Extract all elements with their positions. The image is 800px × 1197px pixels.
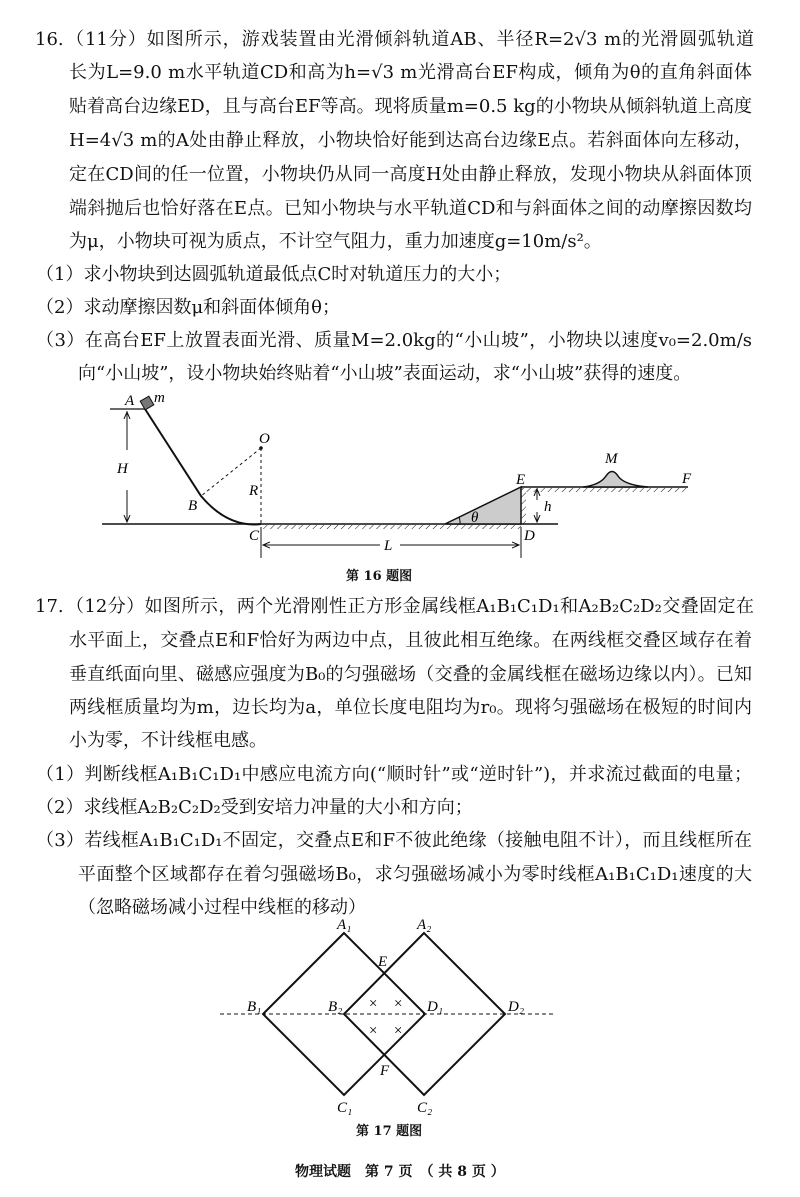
q17-line: 两线框质量均为m，边长均为a，单位长度电阻均为r₀。现将匀强磁场在极短的时间内 <box>69 697 752 718</box>
label-R: R <box>249 483 259 499</box>
label-E: E <box>378 954 388 970</box>
field-mark: × <box>392 996 404 1012</box>
figure-17-caption: 第 17 题图 <box>356 1124 423 1139</box>
label-D: D <box>524 528 535 544</box>
q16-subquestion-2: （2）求动摩擦因数μ和斜面体倾角θ； <box>36 297 340 318</box>
q17-subquestion-3-cont: 平面整个区域都存在着匀强磁场B₀，求匀强磁场减小为零时线框A₁B₁C₁D₁速度的大 <box>78 864 752 885</box>
label-theta: θ <box>471 510 479 526</box>
q17-subquestion-1: （1）判断线框A₁B₁C₁D₁中感应电流方向(“顺时针”或“逆时针”)，并求流过截面的电量； <box>36 764 752 785</box>
q17-line: 水平面上，交叠点E和F恰好为两边中点，且彼此相互绝缘。在两线框交叠区域存在着 <box>69 630 752 651</box>
q17-line: 小为零，不计线框电感。 <box>69 730 267 751</box>
label-M: M <box>605 451 618 467</box>
field-mark: × <box>367 996 379 1012</box>
q16-line: 定在CD间的任一位置，小物块仍从同一高度H处由静止释放，发现小物块从斜面体顶 <box>69 164 752 185</box>
label-B2: B₂ <box>328 999 343 1015</box>
label-h: h <box>544 499 552 515</box>
q16-line: H=4√3 m的A处由静止释放，小物块恰好能到达高台边缘E点。若斜面体向左移动， <box>69 130 752 151</box>
q17-subquestion-3-note: （忽略磁场减小过程中线框的移动） <box>78 897 366 918</box>
page-footer: 物理试题 第 7 页 （ 共 8 页 ） <box>295 1164 505 1180</box>
q16-line: 贴着高台边缘ED，且与高台EF等高。现将质量m=0.5 kg的小物块从倾斜轨道上高度 <box>69 96 752 117</box>
label-E: E <box>516 472 526 488</box>
label-B1: B₁ <box>247 999 262 1015</box>
label-C1: C₁ <box>337 1100 353 1116</box>
field-mark: × <box>392 1023 404 1039</box>
label-C: C <box>249 528 260 544</box>
label-B: B <box>188 498 198 514</box>
label-A2: A₂ <box>417 917 432 933</box>
q16-number: 16. <box>35 29 64 50</box>
field-mark: × <box>367 1023 379 1039</box>
figure-16-caption: 第 16 题图 <box>346 569 413 584</box>
label-C2: C₂ <box>417 1100 433 1116</box>
q16-line: 为μ，小物块可视为质点，不计空气阻力，重力加速度g=10m/s²。 <box>69 231 602 252</box>
q17-subquestion-2: （2）求线框A₂B₂C₂D₂受到安培力冲量的大小和方向； <box>36 797 473 818</box>
q16-subquestion-3-cont: 向“小山坡”，设小物块始终贴着“小山坡”表面运动，求“小山坡”获得的速度。 <box>78 363 692 384</box>
label-O: O <box>259 431 270 447</box>
label-F: F <box>682 471 692 487</box>
label-L: L <box>384 538 393 554</box>
q17-number: 17. <box>35 596 64 617</box>
q16-line: （11分）如图所示，游戏装置由光滑倾斜轨道AB、半径R=2√3 m的光滑圆弧轨道 <box>66 29 754 50</box>
label-D1: D₁ <box>427 999 444 1015</box>
q16-subquestion-1: （1）求小物块到达圆弧轨道最低点C时对轨道压力的大小； <box>36 264 512 285</box>
label-D2: D₂ <box>508 999 525 1015</box>
q17-subquestion-3: （3）若线框A₁B₁C₁D₁不固定，交叠点E和F不彼此绝缘（接触电阻不计），而且线框所在 <box>36 830 752 851</box>
label-F: F <box>380 1063 390 1079</box>
q17-line: 垂直纸面向里、磁感应强度为B₀的匀强磁场（交叠的金属线框在磁场边缘以内）。已知 <box>69 664 752 685</box>
label-A: A <box>125 393 135 409</box>
label-H: H <box>117 461 128 477</box>
q16-line: 长为L=9.0 m水平轨道CD和高为h=√3 m光滑高台EF构成，倾角为θ的直角斜面体 <box>69 62 752 83</box>
label-A1: A₁ <box>337 917 352 933</box>
q16-line: 端斜抛后也恰好落在E点。已知小物块与水平轨道CD和与斜面体之间的动摩擦因数均 <box>69 198 752 219</box>
q16-subquestion-3: （3）在高台EF上放置表面光滑、质量M=2.0kg的“小山坡”，小物块以速度v₀=2.0m/s <box>36 330 752 351</box>
label-m: m <box>154 390 165 406</box>
q17-line: （12分）如图所示，两个光滑刚性正方形金属线框A₁B₁C₁D₁和A₂B₂C₂D₂交叠固定在 <box>66 596 754 617</box>
